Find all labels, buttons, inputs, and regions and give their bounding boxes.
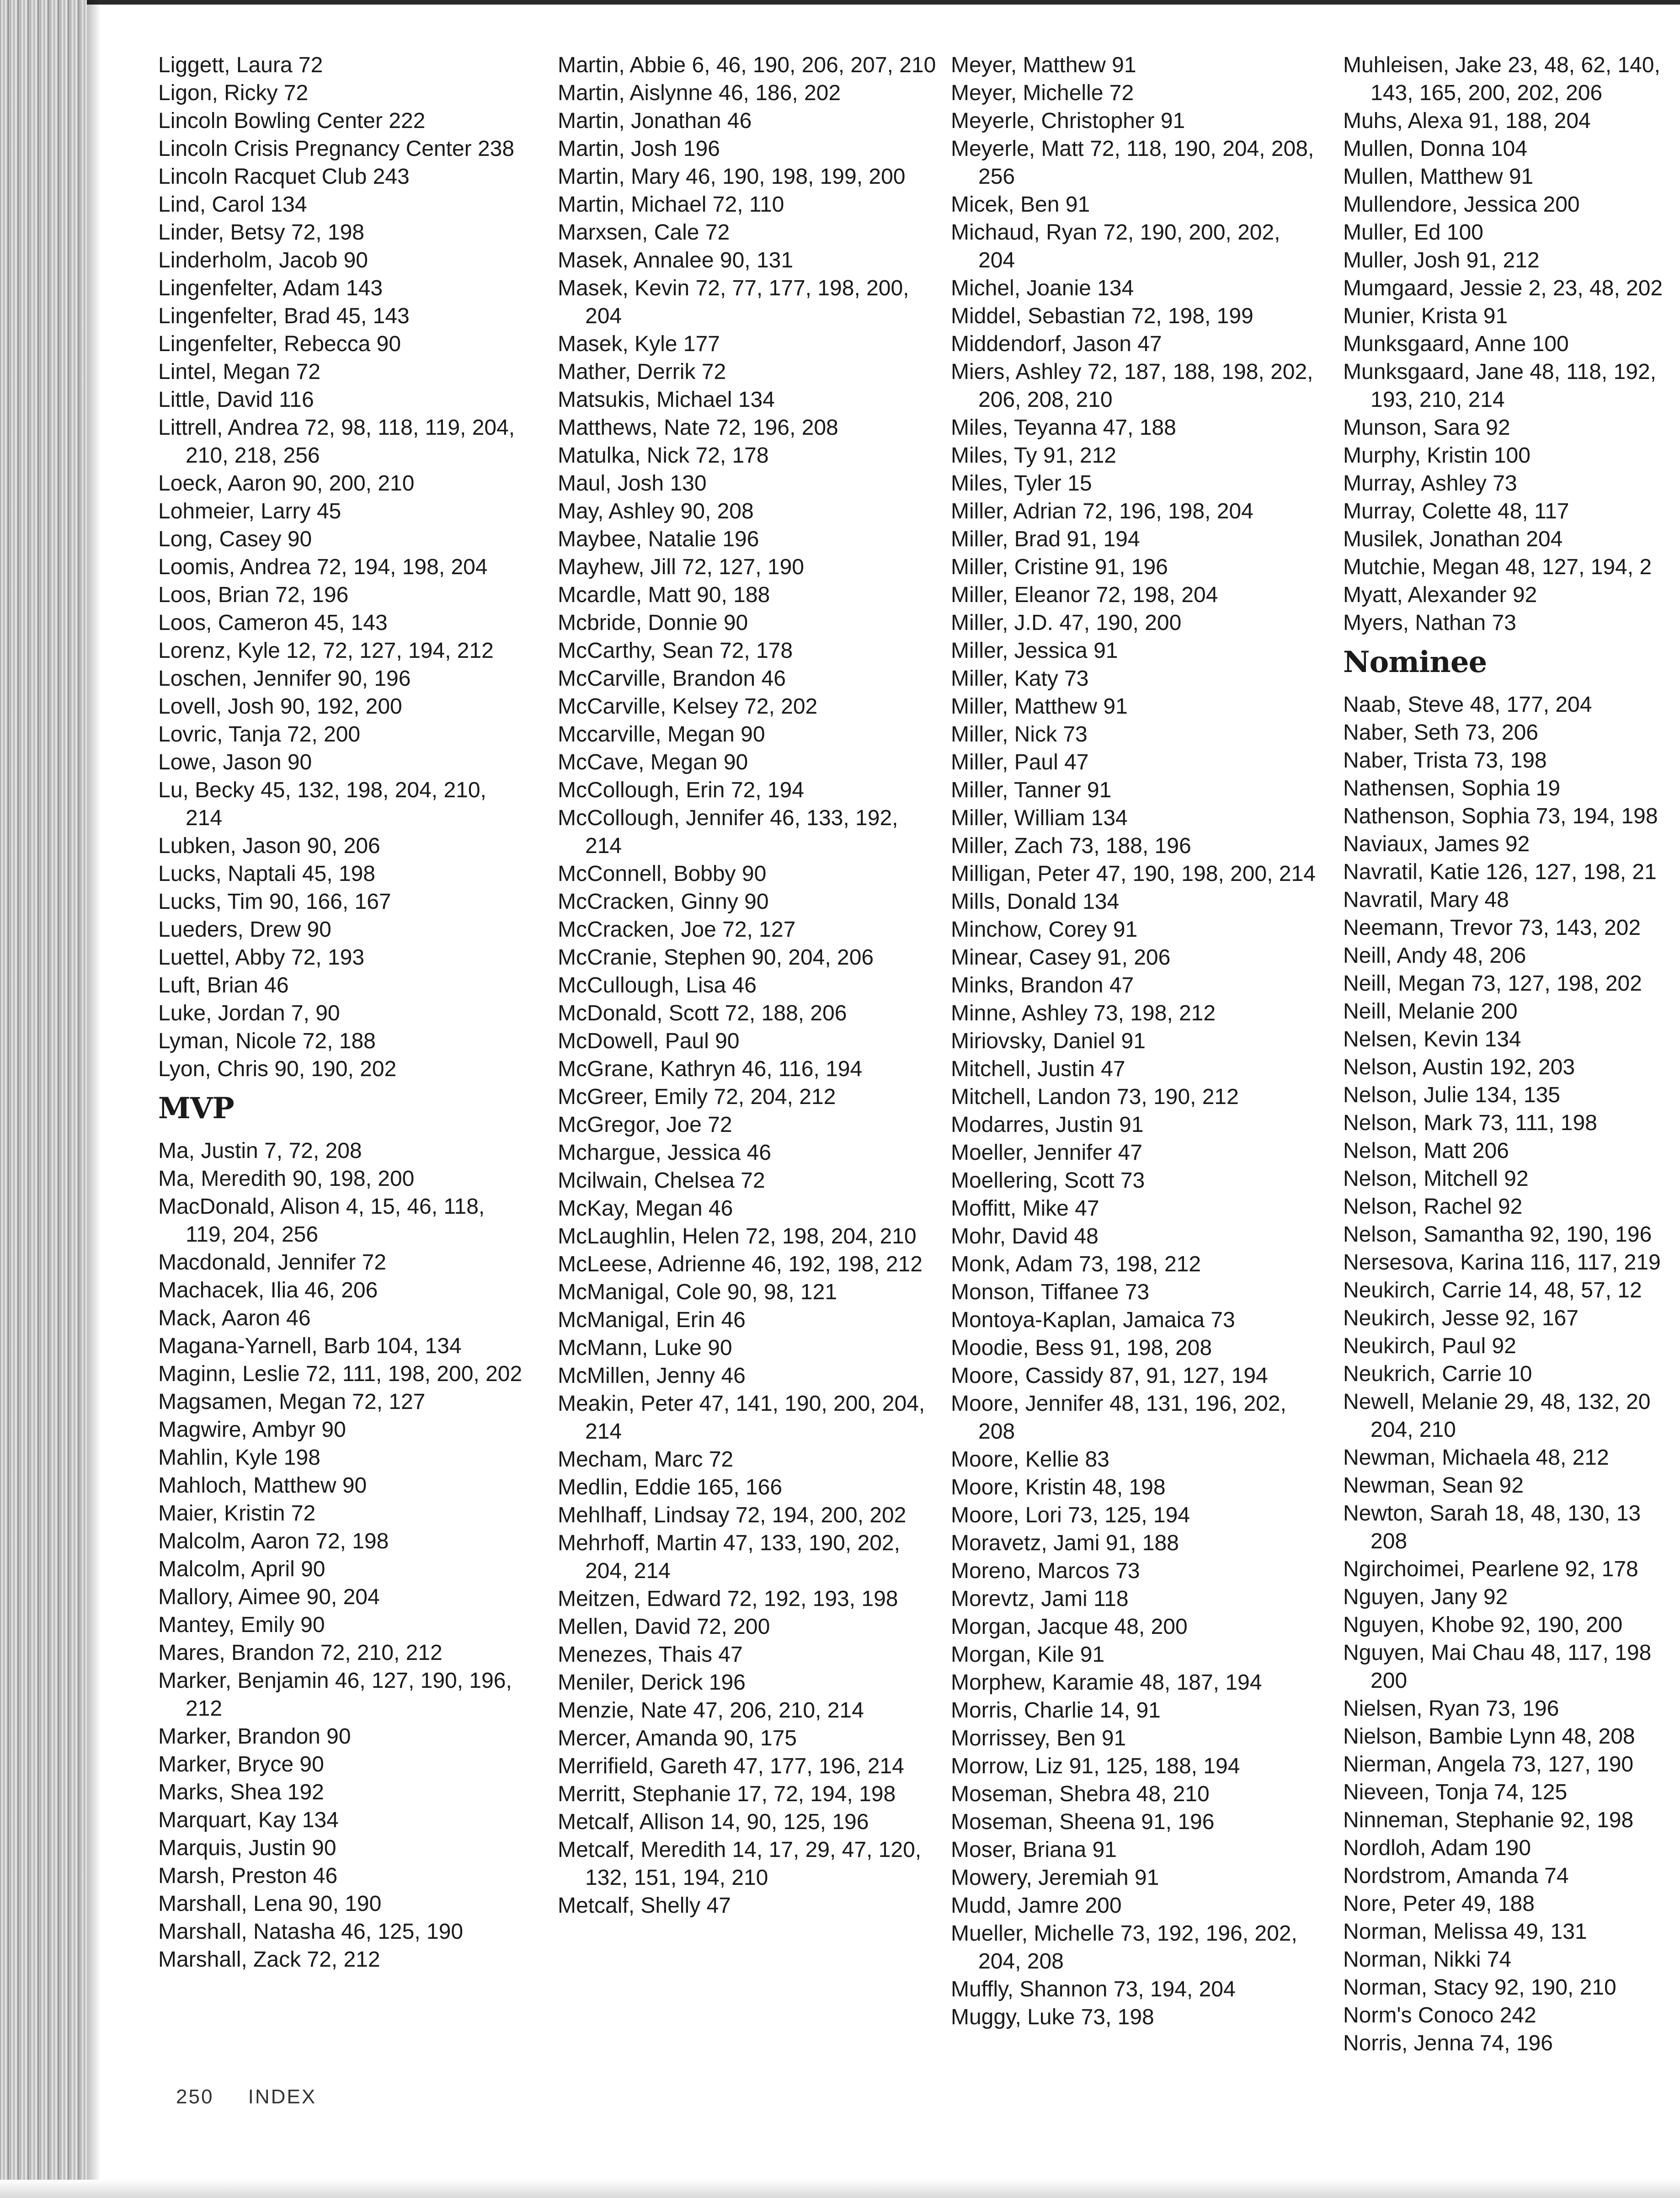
index-entry: Moore, Kellie 83 bbox=[951, 1447, 1109, 1472]
index-entry: McCarthy, Sean 72, 178 bbox=[558, 639, 793, 663]
index-entry: Nguyen, Mai Chau 48, 117, 198 200 bbox=[1343, 1641, 1652, 1693]
index-entry: Long, Casey 90 bbox=[158, 527, 312, 551]
index-entry: Marshall, Zack 72, 212 bbox=[158, 1947, 380, 1972]
index-entry: Nelson, Samantha 92, 190, 196 bbox=[1343, 1222, 1652, 1247]
index-column-1 bbox=[158, 51, 524, 1974]
index-entry: Mahlin, Kyle 198 bbox=[158, 1446, 320, 1470]
index-entry: Nelson, Julie 134, 135 bbox=[1343, 1083, 1560, 1107]
index-entry: Lintel, Megan 72 bbox=[158, 360, 320, 384]
index-entry: Lincoln Racquet Club 243 bbox=[158, 165, 410, 189]
index-entry: Merritt, Stephanie 17, 72, 194, 198 bbox=[558, 1782, 896, 1806]
index-entry: Meniler, Derick 196 bbox=[558, 1670, 746, 1695]
index-entry: Newman, Michaela 48, 212 bbox=[1343, 1446, 1609, 1470]
index-entry: McManigal, Cole 90, 98, 121 bbox=[558, 1280, 837, 1304]
index-entry: Lueders, Drew 90 bbox=[158, 918, 331, 942]
index-entry: Meyerle, Matt 72, 118, 190, 204, 208, 256 bbox=[951, 137, 1314, 189]
index-entry: Moseman, Sheena 91, 196 bbox=[951, 1810, 1215, 1834]
index-entry: Mellen, David 72, 200 bbox=[558, 1615, 770, 1639]
index-entry: Nelson, Mark 73, 111, 198 bbox=[1343, 1111, 1597, 1135]
index-entry: Lincoln Crisis Pregnancy Center 238 bbox=[158, 137, 515, 161]
index-entry: Neukirch, Paul 92 bbox=[1343, 1334, 1516, 1358]
index-entry: Luettel, Abby 72, 193 bbox=[158, 945, 365, 970]
index-entry: Moore, Jennifer 48, 131, 196, 202, 208 bbox=[951, 1392, 1286, 1444]
index-entry: Neukirch, Carrie 14, 48, 57, 12 bbox=[1343, 1278, 1642, 1302]
index-entry: McCave, Megan 90 bbox=[558, 750, 748, 774]
section-label: INDEX bbox=[248, 2086, 317, 2108]
index-entry: Mayhew, Jill 72, 127, 190 bbox=[558, 555, 804, 579]
index-entry: Mudd, Jamre 200 bbox=[951, 1894, 1122, 1918]
index-entry: Modarres, Justin 91 bbox=[951, 1113, 1144, 1137]
index-entry: Navratil, Mary 48 bbox=[1343, 888, 1509, 912]
index-entry: Miles, Tyler 15 bbox=[951, 471, 1092, 496]
index-entry: Muhs, Alexa 91, 188, 204 bbox=[1343, 109, 1591, 133]
index-entry: Neukirch, Jesse 92, 167 bbox=[1343, 1306, 1579, 1330]
index-entry: Martin, Jonathan 46 bbox=[558, 109, 752, 133]
index-entry: Martin, Michael 72, 110 bbox=[558, 192, 784, 217]
index-entry: Mumgaard, Jessie 2, 23, 48, 202 bbox=[1343, 276, 1663, 300]
index-entry: Munksgaard, Jane 48, 118, 192, 193, 210, 214 bbox=[1343, 360, 1656, 412]
index-entry: Naber, Trista 73, 198 bbox=[1343, 748, 1547, 773]
index-entry: Nguyen, Jany 92 bbox=[1343, 1585, 1508, 1609]
index-entry: Lovric, Tanja 72, 200 bbox=[158, 722, 361, 747]
index-entry: Meakin, Peter 47, 141, 190, 200, 204, 214 bbox=[558, 1392, 925, 1444]
index-entry: Mccarville, Megan 90 bbox=[558, 722, 765, 747]
index-entry: Mallory, Aimee 90, 204 bbox=[158, 1585, 380, 1609]
index-entry: Myatt, Alexander 92 bbox=[1343, 583, 1537, 607]
index-entry: Michaud, Ryan 72, 190, 200, 202, 204 bbox=[951, 220, 1280, 272]
index-entry: Munier, Krista 91 bbox=[1343, 304, 1508, 328]
index-entry: Moellering, Scott 73 bbox=[951, 1168, 1145, 1193]
index-entry: Murray, Ashley 73 bbox=[1343, 471, 1517, 496]
index-entry: Meyerle, Christopher 91 bbox=[951, 109, 1185, 133]
index-entry: Middendorf, Jason 47 bbox=[951, 332, 1162, 356]
index-entry: Mack, Aaron 46 bbox=[158, 1306, 311, 1330]
index-entry: Ligon, Ricky 72 bbox=[158, 81, 309, 105]
index-entry: Mitchell, Justin 47 bbox=[951, 1057, 1125, 1081]
index-entry: Mullendore, Jessica 200 bbox=[1343, 192, 1580, 217]
index-entry: Moser, Briana 91 bbox=[951, 1838, 1117, 1862]
page-number: 250 bbox=[176, 2086, 214, 2108]
index-entry: Marker, Benjamin 46, 127, 190, 196, 212 bbox=[158, 1669, 512, 1721]
index-entry: Muffly, Shannon 73, 194, 204 bbox=[951, 1977, 1236, 2001]
index-entry: Moore, Lori 73, 125, 194 bbox=[951, 1503, 1190, 1527]
index-entry: Medlin, Eddie 165, 166 bbox=[558, 1475, 783, 1499]
index-entry: Marxsen, Cale 72 bbox=[558, 220, 730, 245]
index-entry: Micek, Ben 91 bbox=[951, 192, 1090, 217]
index-entry: Matthews, Nate 72, 196, 208 bbox=[558, 416, 838, 440]
index-entry: Maul, Josh 130 bbox=[558, 471, 707, 496]
index-entry: McManigal, Erin 46 bbox=[558, 1308, 746, 1332]
index-entry: Minne, Ashley 73, 198, 212 bbox=[951, 1001, 1216, 1025]
index-entry: Mills, Donald 134 bbox=[951, 890, 1120, 914]
index-entry: Neill, Megan 73, 127, 198, 202 bbox=[1343, 971, 1642, 996]
index-entry: Meitzen, Edward 72, 192, 193, 198 bbox=[558, 1587, 898, 1611]
index-entry: Neill, Melanie 200 bbox=[1343, 999, 1518, 1024]
index-entry: Norman, Melissa 49, 131 bbox=[1343, 1920, 1587, 1944]
index-entry: Morgan, Kile 91 bbox=[951, 1643, 1105, 1667]
index-entry: Maier, Kristin 72 bbox=[158, 1501, 316, 1526]
index-entry: McMann, Luke 90 bbox=[558, 1336, 732, 1360]
index-entry: Miles, Teyanna 47, 188 bbox=[951, 416, 1176, 440]
index-entry: Malcolm, April 90 bbox=[158, 1557, 325, 1581]
index-entry: Nordstrom, Amanda 74 bbox=[1343, 1864, 1569, 1888]
index-entry: McConnell, Bobby 90 bbox=[558, 862, 767, 886]
index-entry: Matulka, Nick 72, 178 bbox=[558, 443, 769, 468]
index-entry: Marker, Brandon 90 bbox=[158, 1724, 351, 1749]
index-entry: Morphew, Karamie 48, 187, 194 bbox=[951, 1670, 1262, 1695]
index-entry: Marquis, Justin 90 bbox=[158, 1836, 336, 1860]
index-entry: Masek, Kevin 72, 77, 177, 198, 200, 204 bbox=[558, 276, 909, 328]
index-entry: Loschen, Jennifer 90, 196 bbox=[158, 667, 411, 691]
book-binding-edge bbox=[0, 0, 87, 2198]
index-entry: Munson, Sara 92 bbox=[1343, 416, 1510, 440]
index-entry: McDonald, Scott 72, 188, 206 bbox=[558, 1001, 847, 1025]
index-entry: Monson, Tiffanee 73 bbox=[951, 1280, 1150, 1304]
index-entry: Mitchell, Landon 73, 190, 212 bbox=[951, 1085, 1239, 1109]
index-entry: Nelsen, Kevin 134 bbox=[1343, 1027, 1521, 1051]
index-entry: McLaughlin, Helen 72, 198, 204, 210 bbox=[558, 1224, 917, 1248]
index-entry: Lu, Becky 45, 132, 198, 204, 210, 214 bbox=[158, 778, 486, 830]
index-entry: Loomis, Andrea 72, 194, 198, 204 bbox=[158, 555, 488, 579]
index-entry: Navratil, Katie 126, 127, 198, 21 bbox=[1343, 860, 1657, 884]
index-entry: Muller, Josh 91, 212 bbox=[1343, 248, 1540, 272]
index-entry: Morevtz, Jami 118 bbox=[951, 1587, 1129, 1611]
index-entry: Munksgaard, Anne 100 bbox=[1343, 332, 1569, 356]
index-entry: McCarville, Brandon 46 bbox=[558, 667, 786, 691]
index-entry: Maginn, Leslie 72, 111, 198, 200, 202 bbox=[158, 1362, 523, 1386]
index-entry: Murray, Colette 48, 117 bbox=[1343, 499, 1569, 523]
index-entry: Moodie, Bess 91, 198, 208 bbox=[951, 1336, 1212, 1360]
index-entry: Norman, Stacy 92, 190, 210 bbox=[1343, 1975, 1616, 2000]
index-entry: Mullen, Matthew 91 bbox=[1343, 165, 1534, 189]
index-entry: Menezes, Thais 47 bbox=[558, 1643, 743, 1667]
index-entry: Mehrhoff, Martin 47, 133, 190, 202, 204, 214 bbox=[558, 1531, 900, 1583]
index-entry: Miles, Ty 91, 212 bbox=[951, 443, 1116, 468]
section-heading: Nominee bbox=[1343, 645, 1487, 679]
index-entry: Mcilwain, Chelsea 72 bbox=[558, 1168, 765, 1193]
index-entry: Naviaux, James 92 bbox=[1343, 832, 1530, 856]
index-entry: Meyer, Matthew 91 bbox=[951, 53, 1136, 77]
index-entry: Mather, Derrik 72 bbox=[558, 360, 726, 384]
index-entry: Nguyen, Khobe 92, 190, 200 bbox=[1343, 1613, 1623, 1637]
index-entry: Magsamen, Megan 72, 127 bbox=[158, 1390, 426, 1414]
index-entry: Minear, Casey 91, 206 bbox=[951, 945, 1171, 970]
index-entry: Moeller, Jennifer 47 bbox=[951, 1141, 1142, 1165]
index-entry: Lohmeier, Larry 45 bbox=[158, 499, 341, 523]
index-entry: Mcardle, Matt 90, 188 bbox=[558, 583, 770, 607]
index-entry: Neill, Andy 48, 206 bbox=[1343, 944, 1526, 968]
index-entry: Metcalf, Shelly 47 bbox=[558, 1894, 731, 1918]
index-entry: Linder, Betsy 72, 198 bbox=[158, 220, 364, 245]
index-entry: McCollough, Jennifer 46, 133, 192, 214 bbox=[558, 806, 898, 858]
index-entry: Lucks, Tim 90, 166, 167 bbox=[158, 890, 391, 914]
index-entry: Miller, Zach 73, 188, 196 bbox=[951, 834, 1191, 858]
index-column-2 bbox=[558, 51, 937, 1920]
index-entry: McLeese, Adrienne 46, 192, 198, 212 bbox=[558, 1252, 923, 1276]
index-entry: Mchargue, Jessica 46 bbox=[558, 1141, 771, 1165]
index-entry: Miriovsky, Daniel 91 bbox=[951, 1029, 1146, 1053]
index-entry: Lyman, Nicole 72, 188 bbox=[158, 1029, 376, 1053]
index-entry: Miller, Nick 73 bbox=[951, 722, 1088, 747]
index-entry: Machacek, Ilia 46, 206 bbox=[158, 1278, 378, 1302]
index-entry: Miller, Adrian 72, 196, 198, 204 bbox=[951, 499, 1253, 523]
index-entry: Metcalf, Allison 14, 90, 125, 196 bbox=[558, 1810, 869, 1834]
index-entry: Lorenz, Kyle 12, 72, 127, 194, 212 bbox=[158, 639, 494, 663]
index-column-3 bbox=[951, 51, 1321, 2031]
index-entry: Norman, Nikki 74 bbox=[1343, 1947, 1512, 1972]
index-entry: Marquart, Kay 134 bbox=[158, 1808, 339, 1832]
index-entry: Liggett, Laura 72 bbox=[158, 53, 323, 77]
index-entry: McGreer, Emily 72, 204, 212 bbox=[558, 1085, 836, 1109]
index-entry: Martin, Josh 196 bbox=[558, 137, 720, 161]
index-entry: McGregor, Joe 72 bbox=[558, 1113, 732, 1137]
index-entry: Nielson, Bambie Lynn 48, 208 bbox=[1343, 1724, 1635, 1749]
index-entry: Loeck, Aaron 90, 200, 210 bbox=[158, 471, 415, 496]
index-entry: Nathensen, Sophia 19 bbox=[1343, 776, 1561, 800]
index-entry: Lubken, Jason 90, 206 bbox=[158, 834, 380, 858]
index-entry: McCollough, Erin 72, 194 bbox=[558, 778, 804, 802]
index-entry: Lyon, Chris 90, 190, 202 bbox=[158, 1057, 397, 1081]
index-entry: Nersesova, Karina 116, 117, 219 bbox=[1343, 1250, 1661, 1275]
index-entry: Myers, Nathan 73 bbox=[1343, 611, 1516, 635]
index-entry: Mullen, Donna 104 bbox=[1343, 137, 1527, 161]
index-entry: Martin, Mary 46, 190, 198, 199, 200 bbox=[558, 165, 906, 189]
index-entry: Moffitt, Mike 47 bbox=[951, 1196, 1099, 1221]
index-entry: Minchow, Corey 91 bbox=[951, 918, 1138, 942]
index-entry: Newman, Sean 92 bbox=[1343, 1473, 1524, 1498]
index-entry: Lingenfelter, Rebecca 90 bbox=[158, 332, 401, 356]
index-entry: Nelson, Mitchell 92 bbox=[1343, 1167, 1529, 1191]
index-entry: Norm's Conoco 242 bbox=[1343, 2003, 1536, 2027]
index-entry: Newell, Melanie 29, 48, 132, 20 204, 210 bbox=[1343, 1390, 1651, 1442]
index-entry: Linderholm, Jacob 90 bbox=[158, 248, 368, 272]
index-entry: Mecham, Marc 72 bbox=[558, 1447, 734, 1472]
index-entry: Marshall, Lena 90, 190 bbox=[158, 1892, 382, 1916]
index-entry: Morris, Charlie 14, 91 bbox=[951, 1698, 1161, 1723]
index-entry: Lovell, Josh 90, 192, 200 bbox=[158, 694, 402, 719]
index-entry: Merrifield, Gareth 47, 177, 196, 214 bbox=[558, 1754, 904, 1778]
index-entry: Marks, Shea 192 bbox=[158, 1780, 324, 1804]
index-entry: Morgan, Jacque 48, 200 bbox=[951, 1615, 1188, 1639]
index-entry: Lingenfelter, Adam 143 bbox=[158, 276, 383, 300]
index-entry: Mcbride, Donnie 90 bbox=[558, 611, 748, 635]
index-entry: Masek, Kyle 177 bbox=[558, 332, 720, 356]
index-entry: Maybee, Natalie 196 bbox=[558, 527, 759, 551]
index-entry: Muller, Ed 100 bbox=[1343, 220, 1483, 245]
index-entry: Marsh, Preston 46 bbox=[158, 1864, 338, 1888]
index-entry: Muggy, Luke 73, 198 bbox=[951, 2005, 1154, 2029]
index-entry: May, Ashley 90, 208 bbox=[558, 499, 754, 523]
index-entry: McCracken, Ginny 90 bbox=[558, 890, 769, 914]
index-entry: Nelson, Matt 206 bbox=[1343, 1139, 1509, 1163]
index-entry: Lowe, Jason 90 bbox=[158, 750, 312, 774]
index-entry: Loos, Cameron 45, 143 bbox=[158, 611, 388, 635]
index-entry: Morrissey, Ben 91 bbox=[951, 1726, 1126, 1750]
index-entry: Muhleisen, Jake 23, 48, 62, 140, 143, 165, 200, 202, 206 bbox=[1343, 53, 1660, 105]
index-entry: Michel, Joanie 134 bbox=[951, 276, 1134, 300]
index-entry: Luft, Brian 46 bbox=[158, 973, 289, 998]
index-entry: Miers, Ashley 72, 187, 188, 198, 202, 206, 208, 210 bbox=[951, 360, 1313, 412]
index-entry: Nordloh, Adam 190 bbox=[1343, 1836, 1531, 1860]
index-entry: Metcalf, Meredith 14, 17, 29, 47, 120, 132, 151, 194, 210 bbox=[558, 1838, 922, 1890]
index-entry: Nore, Peter 49, 188 bbox=[1343, 1892, 1535, 1916]
index-entry: Moreno, Marcos 73 bbox=[951, 1559, 1140, 1583]
index-entry: Milligan, Peter 47, 190, 198, 200, 214 bbox=[951, 862, 1316, 886]
index-entry: Miller, William 134 bbox=[951, 806, 1128, 830]
index-entry: Mahloch, Matthew 90 bbox=[158, 1473, 367, 1498]
index-entry: McKay, Megan 46 bbox=[558, 1196, 733, 1221]
index-entry: Neemann, Trevor 73, 143, 202 bbox=[1343, 916, 1641, 940]
index-entry: Moseman, Shebra 48, 210 bbox=[951, 1782, 1210, 1806]
index-entry: Miller, Paul 47 bbox=[951, 750, 1089, 774]
index-entry: Middel, Sebastian 72, 198, 199 bbox=[951, 304, 1253, 328]
index-entry: Marshall, Natasha 46, 125, 190 bbox=[158, 1920, 464, 1944]
index-entry: Loos, Brian 72, 196 bbox=[158, 583, 349, 607]
index-entry: McCracken, Joe 72, 127 bbox=[558, 918, 796, 942]
index-entry: Miller, Eleanor 72, 198, 204 bbox=[951, 583, 1218, 607]
index-entry: Nelson, Austin 192, 203 bbox=[1343, 1055, 1575, 1079]
index-entry: Miller, Jessica 91 bbox=[951, 639, 1118, 663]
index-entry: Miller, Matthew 91 bbox=[951, 694, 1128, 719]
page-top-edge bbox=[0, 0, 1680, 5]
index-entry: Mantey, Emily 90 bbox=[158, 1613, 325, 1637]
index-entry: Norris, Jenna 74, 196 bbox=[1343, 2031, 1553, 2055]
index-entry: Miller, J.D. 47, 190, 200 bbox=[951, 611, 1182, 635]
index-entry: Miller, Katy 73 bbox=[951, 667, 1089, 691]
index-entry: Miller, Brad 91, 194 bbox=[951, 527, 1140, 551]
index-entry: Ma, Meredith 90, 198, 200 bbox=[158, 1167, 415, 1191]
index-entry: Martin, Aislynne 46, 186, 202 bbox=[558, 81, 841, 105]
index-entry: McCullough, Lisa 46 bbox=[558, 973, 757, 998]
page-footer bbox=[176, 2086, 316, 2108]
index-entry: Magwire, Ambyr 90 bbox=[158, 1418, 346, 1442]
index-entry: Naab, Steve 48, 177, 204 bbox=[1343, 693, 1592, 717]
index-entry: Nieveen, Tonja 74, 125 bbox=[1343, 1780, 1568, 1804]
index-entry: Monk, Adam 73, 198, 212 bbox=[951, 1252, 1201, 1276]
index-entry: Lind, Carol 134 bbox=[158, 192, 307, 217]
index-entry: Matsukis, Michael 134 bbox=[558, 388, 775, 412]
index-entry: Lucks, Naptali 45, 198 bbox=[158, 862, 375, 886]
binding-shadow bbox=[87, 0, 101, 2198]
index-entry: Little, David 116 bbox=[158, 388, 314, 412]
index-entry: Mares, Brandon 72, 210, 212 bbox=[158, 1641, 443, 1665]
index-entry: Macdonald, Jennifer 72 bbox=[158, 1250, 386, 1275]
index-column-4 bbox=[1343, 51, 1680, 2063]
index-entry: Mowery, Jeremiah 91 bbox=[951, 1866, 1159, 1890]
index-entry: Nielsen, Ryan 73, 196 bbox=[1343, 1697, 1559, 1721]
index-entry: Moore, Cassidy 87, 91, 127, 194 bbox=[951, 1364, 1268, 1388]
index-entry: Mutchie, Megan 48, 127, 194, 2 bbox=[1343, 555, 1652, 579]
index-entry: Newton, Sarah 18, 48, 130, 13 208 bbox=[1343, 1501, 1641, 1553]
index-entry: Littrell, Andrea 72, 98, 118, 119, 204, 210, 218, 256 bbox=[158, 416, 515, 468]
index-entry: Ninneman, Stephanie 92, 198 bbox=[1343, 1808, 1634, 1832]
index-entry: Morrow, Liz 91, 125, 188, 194 bbox=[951, 1754, 1240, 1778]
index-entry: McCarville, Kelsey 72, 202 bbox=[558, 694, 818, 719]
index-entry: Malcolm, Aaron 72, 198 bbox=[158, 1529, 389, 1553]
index-entry: Murphy, Kristin 100 bbox=[1343, 443, 1531, 468]
index-entry: Musilek, Jonathan 204 bbox=[1343, 527, 1563, 551]
index-entry: Nelson, Rachel 92 bbox=[1343, 1195, 1523, 1219]
index-entry: Meyer, Michelle 72 bbox=[951, 81, 1134, 105]
index-entry: Miller, Cristine 91, 196 bbox=[951, 555, 1168, 579]
index-entry: Menzie, Nate 47, 206, 210, 214 bbox=[558, 1698, 864, 1723]
index-entry: McMillen, Jenny 46 bbox=[558, 1364, 746, 1388]
index-entry: Miller, Tanner 91 bbox=[951, 778, 1112, 802]
index-entry: Mehlhaff, Lindsay 72, 194, 200, 202 bbox=[558, 1503, 907, 1527]
index-entry: Montoya-Kaplan, Jamaica 73 bbox=[951, 1308, 1235, 1332]
index-entry: Mueller, Michelle 73, 192, 196, 202, 204, 208 bbox=[951, 1921, 1297, 1974]
index-entry: Naber, Seth 73, 206 bbox=[1343, 720, 1538, 745]
index-entry: Mohr, David 48 bbox=[951, 1224, 1099, 1248]
index-entry: Moore, Kristin 48, 198 bbox=[951, 1475, 1166, 1499]
index-entry: Neukrich, Carrie 10 bbox=[1343, 1362, 1532, 1386]
index-entry: Nathenson, Sophia 73, 194, 198 bbox=[1343, 804, 1658, 828]
index-entry: Ma, Justin 7, 72, 208 bbox=[158, 1139, 362, 1163]
index-entry: Mercer, Amanda 90, 175 bbox=[558, 1726, 797, 1750]
index-entry: McDowell, Paul 90 bbox=[558, 1029, 740, 1053]
index-entry: Nierman, Angela 73, 127, 190 bbox=[1343, 1752, 1634, 1777]
index-entry: Moravetz, Jami 91, 188 bbox=[951, 1531, 1179, 1555]
index-entry: Martin, Abbie 6, 46, 190, 206, 207, 210 bbox=[558, 53, 936, 77]
index-entry: Masek, Annalee 90, 131 bbox=[558, 248, 794, 272]
index-entry: Magana-Yarnell, Barb 104, 134 bbox=[158, 1334, 462, 1358]
page-bottom-edge bbox=[0, 2180, 1680, 2198]
index-entry: Lingenfelter, Brad 45, 143 bbox=[158, 304, 410, 328]
index-entry: Ngirchoimei, Pearlene 92, 178 bbox=[1343, 1557, 1638, 1581]
index-entry: Minks, Brandon 47 bbox=[951, 973, 1134, 998]
index-entry: McGrane, Kathryn 46, 116, 194 bbox=[558, 1057, 863, 1081]
index-entry: Marker, Bryce 90 bbox=[158, 1752, 324, 1777]
index-entry: MacDonald, Alison 4, 15, 46, 118, 119, 204, 256 bbox=[158, 1195, 485, 1247]
section-heading: MVP bbox=[158, 1091, 234, 1126]
index-entry: McCranie, Stephen 90, 204, 206 bbox=[558, 945, 874, 970]
index-entry: Luke, Jordan 7, 90 bbox=[158, 1001, 340, 1025]
index-entry: Lincoln Bowling Center 222 bbox=[158, 109, 426, 133]
